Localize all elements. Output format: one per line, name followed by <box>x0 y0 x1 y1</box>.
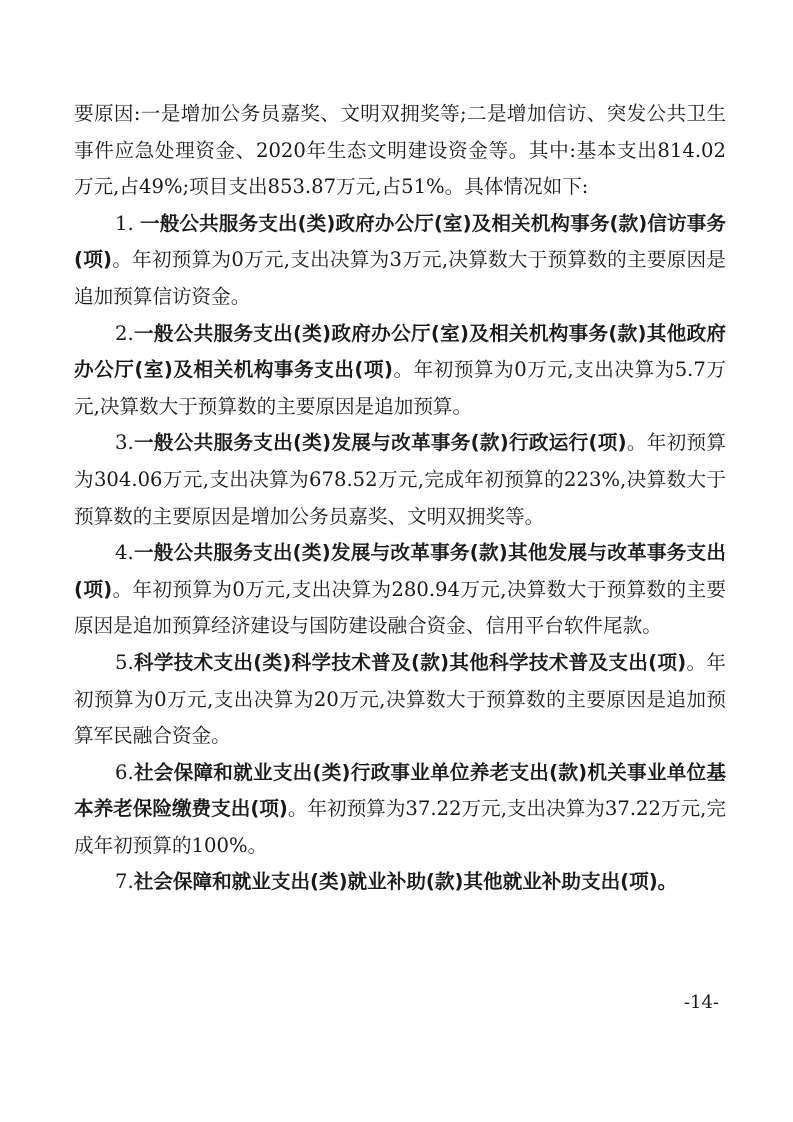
item-body: 。年初预算为37.22万元,支出决算为37.22万元,完成年初预算的100%。 <box>74 797 727 857</box>
item-4 <box>74 535 726 645</box>
item-number: 2. <box>115 321 134 345</box>
item-body: 。年初预算为0万元,支出决算为5.7万元,决算数大于预算数的主要原因是追加预算。 <box>74 358 726 418</box>
item-1 <box>74 206 726 316</box>
intro-paragraph: 要原因:一是增加公务员嘉奖、文明双拥奖等;二是增加信访、突发公共卫生事件应急处理资金、2020年生态文明建设资金等。其中:基本支出814.02万元,占49%;项目支出853.87万元,占51%。具体情况如下: <box>74 102 726 199</box>
page-number: -14- <box>683 992 719 1013</box>
item-3 <box>74 425 726 535</box>
item-2 <box>74 316 726 426</box>
item-body: 。年初预算为0万元,支出决算为280.94万元,决算数大于预算数的主要原因是追加预算经济建设与国防建设融合资金、信用平台软件尾款。 <box>74 577 726 638</box>
item-number: 3. <box>115 431 134 455</box>
item-7 <box>74 864 726 901</box>
item-number: 6. <box>115 760 134 784</box>
item-body: 。年初预算为304.06万元,支出决算为678.52万元,完成年初预算的223%,决算数大于预算数的主要原因是增加公务员嘉奖、文明双拥奖等。 <box>74 431 727 528</box>
item-heading: 一般公共服务支出(类)政府办公厅(室)及相关机构事务(款)其他政府办公厅(室)及相关机构事务支出(项) <box>74 321 726 382</box>
item-number: 5. <box>115 650 134 674</box>
item-heading: 一般公共服务支出(类)发展与改革事务(款)其他发展与改革事务支出(项) <box>74 541 726 601</box>
item-number: 7. <box>115 870 134 894</box>
item-5 <box>74 645 726 755</box>
item-heading: 社会保障和就业支出(类)就业补助(款)其他就业补助支出(项)。 <box>133 870 678 894</box>
item-body: 。年初预算为0万元,支出决算为3万元,决算数大于预算数的主要原因是追加预算信访资金。 <box>74 248 726 308</box>
item-heading: 科学技术支出(类)科学技术普及(款)其他科学技术普及支出(项) <box>133 650 687 674</box>
item-number: 1. <box>115 211 141 235</box>
document-page <box>74 96 726 901</box>
item-heading: 社会保障和就业支出(类)行政事业单位养老支出(款)机关事业单位基本养老保险缴费支出(项) <box>74 760 726 821</box>
item-number: 4. <box>115 541 134 565</box>
item-heading: 一般公共服务支出(类)政府办公厅(室)及相关机构事务(款)信访事务(项) <box>74 211 726 272</box>
item-body: 。年初预算为0万元,支出决算为20万元,决算数大于预算数的主要原因是追加预算军民融合资金。 <box>74 650 726 748</box>
item-6 <box>74 755 726 865</box>
item-heading: 一般公共服务支出(类)发展与改革事务(款)行政运行(项) <box>133 431 627 455</box>
